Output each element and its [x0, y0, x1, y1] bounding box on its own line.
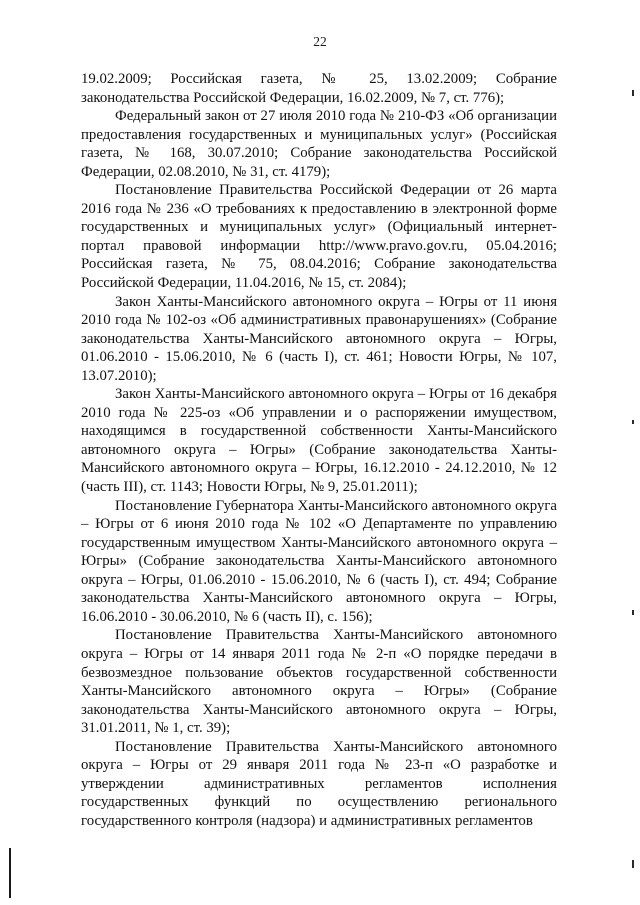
scan-left-mark: [9, 848, 11, 898]
paragraph-3: Постановление Правительства Российской Федерации от 26 марта 2016 года № 236 «О требованиях к предоставлению в электронной форме государственных и муниципальных услуг» (Официальный интернет-портал правовой информации http://www.pravo.gov.ru, 05.04.2016; Российская газета, № 75, 08.04.2016; Собрание законодательства Российской Федерации, 11.04.2016, № 15, ст. 2084);: [81, 182, 557, 292]
scan-edge-mark: [632, 420, 634, 424]
paragraph-2: Федеральный закон от 27 июля 2010 года № 210-ФЗ «Об организации предоставления государственных и муниципальных услуг» (Российская газета, № 168, 30.07.2010; Собрание законодательства Российской Федерации, 02.08.2010, № 31, ст. 4179);: [81, 108, 557, 180]
paragraph-7: Постановление Правительства Ханты-Мансийского автономного округа – Югры от 14 января 2011 года № 2-п «О порядке передачи в безвозмездное пользование объектов государственной собственности Ханты-Мансийского автономного округа – Югры» (Собрание законодательства Ханты-Мансийского автономного округа – Югры, 31.01.2011, № 1, ст. 39);: [81, 627, 557, 737]
scan-edge-mark: [632, 90, 634, 96]
page-number: 22: [313, 34, 327, 49]
paragraph-4: Закон Ханты-Мансийского автономного округа – Югры от 11 июня 2010 года № 102-оз «Об административных правонарушениях» (Собрание законодательства Ханты-Мансийского автономного округа – Югры, 01.06.2010 - 15.06.2010, № 6 (часть I), ст. 461; Новости Югры, № 107, 13.07.2010);: [81, 293, 557, 384]
scan-edge-mark: [632, 610, 634, 615]
document-body: [81, 70, 557, 830]
paragraph-6: Постановление Губернатора Ханты-Мансийского автономного округа – Югры от 6 июня 2010 года № 102 «О Департаменте по управлению государственным имуществом Ханты-Мансийского автономного округа – Югры» (Собрание законодательства Ханты-Мансийского автономного округа – Югры, 01.06.2010 - 15.06.2010, № 6 (часть I), ст. 494; Собрание законодательства Ханты-Мансийского автономного округа – Югры, 16.06.2010 - 30.06.2010, № 6 (часть II), с. 156);: [81, 497, 557, 625]
paragraph-5: Закон Ханты-Мансийского автономного округа – Югры от 16 декабря 2010 года № 225-оз «Об управлении и о распоряжении имуществом, находящимся в государственной собственности Ханты-Мансийского автономного округа – Югры» (Собрание законодательства Ханты-Мансийского автономного округа – Югры, 16.12.2010 - 24.12.2010, № 12 (часть III), ст. 1143; Новости Югры, № 9, 25.01.2011);: [81, 386, 557, 496]
paragraph-8: Постановление Правительства Ханты-Мансийского автономного округа – Югры от 29 января 2011 года № 23-п «О разработке и утверждении административных регламентов исполнения государственных функций по осуществлению регионального государственного контроля (надзора) и административных регламентов: [81, 738, 557, 829]
scan-edge-mark: [632, 860, 634, 868]
paragraph-1: 19.02.2009; Российская газета, № 25, 13.02.2009; Собрание законодательства Российской Федерации, 16.02.2009, № 7, ст. 776);: [81, 71, 557, 106]
